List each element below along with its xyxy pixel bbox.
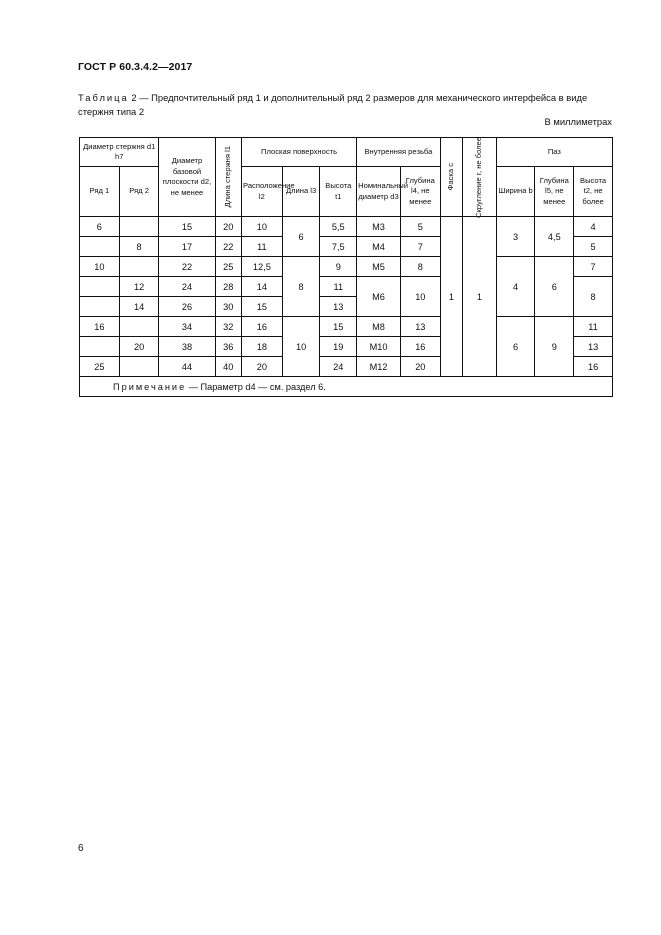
- header-row2: Ряд 2: [119, 167, 159, 217]
- cell-l2: 20: [242, 357, 283, 377]
- cell-d3: M4: [357, 237, 401, 257]
- cell-l1: 25: [215, 257, 241, 277]
- cell-l4: 13: [400, 317, 440, 337]
- header-internal-thread: Внутренняя резьба: [357, 138, 441, 167]
- cell-d2: 34: [159, 317, 215, 337]
- cell-l2: 16: [242, 317, 283, 337]
- cell-slot-width: 4: [496, 257, 535, 317]
- cell-t2: 16: [574, 357, 613, 377]
- cell-rounding: 1: [463, 217, 497, 377]
- cell-t1: 19: [320, 337, 357, 357]
- cell-d2: 15: [159, 217, 215, 237]
- cell-l4: 16: [400, 337, 440, 357]
- header-slot-depth: Глубина l5, не менее: [535, 167, 574, 217]
- cell-l1: 22: [215, 237, 241, 257]
- cell-row1: [80, 337, 120, 357]
- cell-t2: 8: [574, 277, 613, 317]
- cell-row2: 20: [119, 337, 159, 357]
- cell-t2: 7: [574, 257, 613, 277]
- cell-l4: 20: [400, 357, 440, 377]
- cell-d3: M8: [357, 317, 401, 337]
- cell-chamfer: 1: [440, 217, 462, 377]
- cell-t1: 15: [320, 317, 357, 337]
- note-label: Примечание: [113, 381, 187, 392]
- cell-row2: [119, 217, 159, 237]
- cell-t2: 13: [574, 337, 613, 357]
- table-row: [80, 317, 613, 337]
- cell-d2: 17: [159, 237, 215, 257]
- header-slot-width: Ширина b: [496, 167, 535, 217]
- cell-d2: 24: [159, 277, 215, 297]
- cell-slot-depth: 4,5: [535, 217, 574, 257]
- header-flat-length: Длина l3: [282, 167, 320, 217]
- cell-row2: [119, 357, 159, 377]
- cell-slot-width: 6: [496, 317, 535, 377]
- table-note: [80, 377, 613, 397]
- cell-t2: 5: [574, 237, 613, 257]
- table-row: [80, 217, 613, 237]
- cell-l3: 10: [282, 317, 320, 377]
- cell-l4: 7: [400, 237, 440, 257]
- header-row1: Ряд 1: [80, 167, 120, 217]
- cell-d3: M5: [357, 257, 401, 277]
- cell-l2: 12,5: [242, 257, 283, 277]
- cell-row1: 6: [80, 217, 120, 237]
- cell-l1: 20: [215, 217, 241, 237]
- cell-slot-depth: 9: [535, 317, 574, 377]
- cell-d2: 38: [159, 337, 215, 357]
- header-flat-surface: Плоская поверхность: [242, 138, 357, 167]
- header-shank-diameter: Диаметр стержня d1 h7: [80, 138, 159, 167]
- cell-row1: [80, 277, 120, 297]
- dimensions-table: [79, 137, 613, 397]
- cell-t2: 4: [574, 217, 613, 237]
- cell-t1: 11: [320, 277, 357, 297]
- cell-l4: 5: [400, 217, 440, 237]
- cell-row1: [80, 237, 120, 257]
- cell-l4: 8: [400, 257, 440, 277]
- document-header: ГОСТ Р 60.3.4.2—2017: [78, 61, 193, 73]
- cell-l1: 36: [215, 337, 241, 357]
- header-shank-length-text: Длина стержня l1: [223, 146, 233, 208]
- cell-row2: [119, 317, 159, 337]
- cell-l1: 32: [215, 317, 241, 337]
- header-slot: Паз: [496, 138, 612, 167]
- cell-row2: 8: [119, 237, 159, 257]
- header-flat-height: Высота t1: [320, 167, 357, 217]
- cell-l1: 40: [215, 357, 241, 377]
- cell-d2: 44: [159, 357, 215, 377]
- cell-l1: 30: [215, 297, 241, 317]
- cell-t1: 24: [320, 357, 357, 377]
- cell-row1: 16: [80, 317, 120, 337]
- cell-row2: 12: [119, 277, 159, 297]
- cell-t1: 9: [320, 257, 357, 277]
- page-number: 6: [78, 843, 84, 854]
- caption-number: 2: [131, 92, 137, 103]
- cell-t1: 13: [320, 297, 357, 317]
- header-chamfer: [440, 138, 462, 217]
- header-thread-nominal-diameter: Номинальный диаметр d3: [357, 167, 401, 217]
- table-row: [80, 257, 613, 277]
- header-base-plane-diameter: Диаметр базовой плоскости d2, не менее: [159, 138, 215, 217]
- cell-t2: 11: [574, 317, 613, 337]
- caption-text: — Предпочтительный ряд 1 и дополнительный ряд 2 размеров для механического интерфейса в виде стержня типа 2: [78, 92, 588, 117]
- cell-l4: 10: [400, 277, 440, 317]
- header-shank-length: [215, 138, 241, 217]
- table-note-row: [80, 377, 613, 397]
- header-flat-location: Расположение l2: [242, 167, 283, 217]
- header-thread-depth: Глубина l4, не менее: [400, 167, 440, 217]
- cell-d3: M10: [357, 337, 401, 357]
- cell-slot-width: 3: [496, 217, 535, 257]
- cell-d3: M12: [357, 357, 401, 377]
- cell-l3: 6: [282, 217, 320, 257]
- cell-slot-depth: 6: [535, 257, 574, 317]
- cell-t1: 5,5: [320, 217, 357, 237]
- table-caption: [78, 91, 612, 119]
- note-text: — Параметр d4 — см. раздел 6.: [186, 381, 326, 392]
- cell-row1: [80, 297, 120, 317]
- cell-row2: 14: [119, 297, 159, 317]
- cell-l1: 28: [215, 277, 241, 297]
- cell-l2: 15: [242, 297, 283, 317]
- cell-d3: M6: [357, 277, 401, 317]
- cell-l2: 11: [242, 237, 283, 257]
- header-slot-height: Высота t2, не более: [574, 167, 613, 217]
- cell-l3: 8: [282, 257, 320, 317]
- cell-d2: 22: [159, 257, 215, 277]
- cell-row1: 10: [80, 257, 120, 277]
- cell-d3: M3: [357, 217, 401, 237]
- header-rounding-text: Скругление r, не более: [474, 136, 484, 218]
- header-chamfer-text: Фаска c: [446, 163, 456, 191]
- cell-l2: 10: [242, 217, 283, 237]
- header-rounding: [463, 138, 497, 217]
- cell-l2: 14: [242, 277, 283, 297]
- cell-row1: 25: [80, 357, 120, 377]
- cell-t1: 7,5: [320, 237, 357, 257]
- cell-row2: [119, 257, 159, 277]
- cell-d2: 26: [159, 297, 215, 317]
- caption-label: Таблица: [78, 92, 129, 103]
- units-label: В миллиметрах: [544, 116, 612, 127]
- cell-l2: 18: [242, 337, 283, 357]
